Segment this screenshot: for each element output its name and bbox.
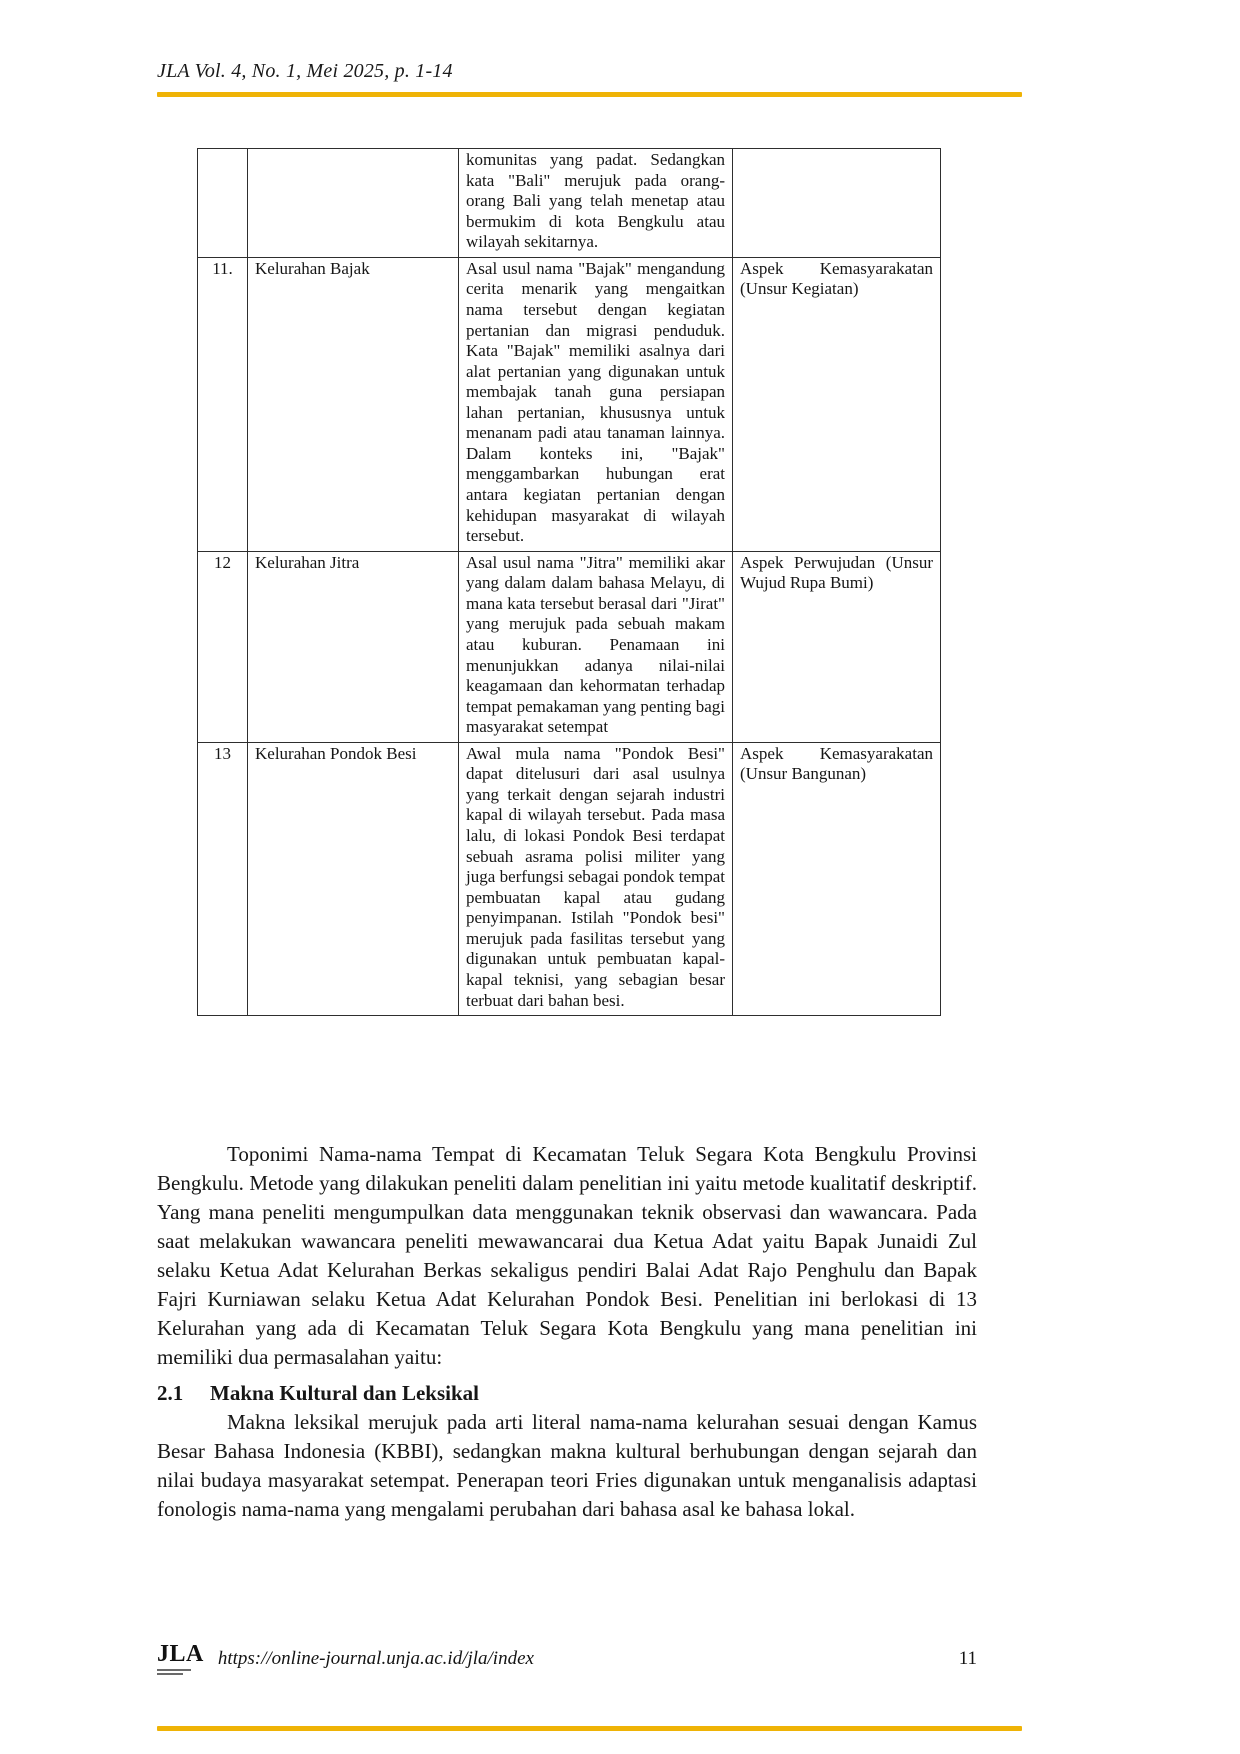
row-number-cell (198, 149, 248, 258)
table-row (198, 742, 941, 1015)
kelurahan-name-cell: Kelurahan Bajak (248, 257, 459, 551)
jla-logo-subtext-bar (157, 1673, 183, 1675)
body-paragraph-2: Makna leksikal merujuk pada arti literal nama-nama kelurahan sesuai dengan Kamus Besar Bahasa Indonesia (KBBI), sedangkan makna kultural berhubungan dengan sejarah dan nilai budaya masyarakat setempat. Penerapan teori Fries digunakan untuk menganalisis adaptasi fonologis nama-nama yang mengalami perubahan dari bahasa asal ke bahasa lokal. (157, 1410, 977, 1521)
table-row (198, 257, 941, 551)
jla-logo-text: JLA (157, 1641, 204, 1667)
jla-logo-subtext-bar (157, 1669, 191, 1671)
aspect-cell: Aspek Perwujudan (Unsur Wujud Rupa Bumi) (733, 551, 941, 742)
section-number: 2.1 (157, 1381, 184, 1405)
aspect-cell (733, 149, 941, 258)
header-rule (157, 92, 1022, 97)
table-row-continuation (198, 149, 941, 258)
page-number: 11 (958, 1647, 977, 1669)
description-cell: Asal usul nama "Bajak" mengandung cerita menarik yang mengaitkan nama tersebut dengan kegiatan pertanian dan migrasi penduduk. Kata "Bajak" memiliki asalnya dari alat pertanian yang digunakan untuk membajak tanah guna persiapan lahan pertanian, khususnya untuk menanam padi atau tanaman lainnya. Dalam konteks ini, "Bajak" menggambarkan hubungan erat antara kegiatan pertanian dengan kehidupan masyarakat di wilayah tersebut. (459, 257, 733, 551)
kelurahan-name-cell (248, 149, 459, 258)
body-paragraph-1: Toponimi Nama-nama Tempat di Kecamatan Teluk Segara Kota Bengkulu Provinsi Bengkulu. Metode yang dilakukan peneliti dalam penelitian ini yaitu metode kualitatif deskriptif. Yang mana peneliti mengumpulkan data menggunakan teknik observasi dan wawancara. Pada saat melakukan wawancara peneliti mewawancarai dua Ketua Adat yaitu Bapak Junaidi Zul selaku Ketua Adat Kelurahan Berkas sekaligus pendiri Balai Adat Rajo Penghulu dan Bapak Fajri Kurniawan selaku Ketua Adat Kelurahan Pondok Besi. Penelitian ini berlokasi di 13 Kelurahan yang ada di Kecamatan Teluk Segara Kota Bengkulu yang mana penelitian ini memiliki dua permasalahan yaitu: (157, 1142, 977, 1369)
description-cell: Asal usul nama "Jitra" memiliki akar yang dalam dalam bahasa Melayu, di mana kata tersebut berasal dari "Jirat" yang merujuk pada sebuah makam atau kuburan. Penamaan ini menunjukkan adanya nilai-nilai keagamaan dan kehormatan terhadap tempat pemakaman yang penting bagi masyarakat setempat (459, 551, 733, 742)
section-title: Makna Kultural dan Leksikal (210, 1381, 479, 1405)
description-cell: komunitas yang padat. Sedangkan kata "Bali" merujuk pada orang-orang Bali yang telah menetap atau bermukim di kota Bengkulu atau wilayah sekitarnya. (459, 149, 733, 258)
section-heading (157, 1379, 977, 1408)
row-number-cell: 13 (198, 742, 248, 1015)
kelurahan-name-cell: Kelurahan Jitra (248, 551, 459, 742)
page-footer (157, 1642, 977, 1675)
aspect-cell: Aspek Kemasyarakatan (Unsur Bangunan) (733, 742, 941, 1015)
toponymy-table (197, 148, 941, 1016)
table-row (198, 551, 941, 742)
journal-reference: JLA Vol. 4, No. 1, Mei 2025, p. 1-14 (157, 60, 453, 82)
jla-logo (157, 1642, 204, 1675)
row-number-cell: 12 (198, 551, 248, 742)
page-header (157, 60, 1022, 97)
journal-url: https://online-journal.unja.ac.id/jla/index (217, 1647, 534, 1669)
footer-rule (157, 1726, 1022, 1731)
kelurahan-name-cell: Kelurahan Pondok Besi (248, 742, 459, 1015)
row-number-cell: 11. (198, 257, 248, 551)
body-text-block (157, 1140, 977, 1524)
aspect-cell: Aspek Kemasyarakatan (Unsur Kegiatan) (733, 257, 941, 551)
description-cell: Awal mula nama "Pondok Besi" dapat ditelusuri dari asal usulnya yang terkait dengan sejarah industri kapal di wilayah tersebut. Pada masa lalu, di lokasi Pondok Besi terdapat sebuah asrama polisi militer yang juga berfungsi sebagai pondok tempat pembuatan kapal atau gudang penyimpanan. Istilah "Pondok besi" merujuk pada fasilitas tersebut yang digunakan untuk pembuatan kapal-kapal teknisi, yang sebagian besar terbuat dari bahan besi. (459, 742, 733, 1015)
